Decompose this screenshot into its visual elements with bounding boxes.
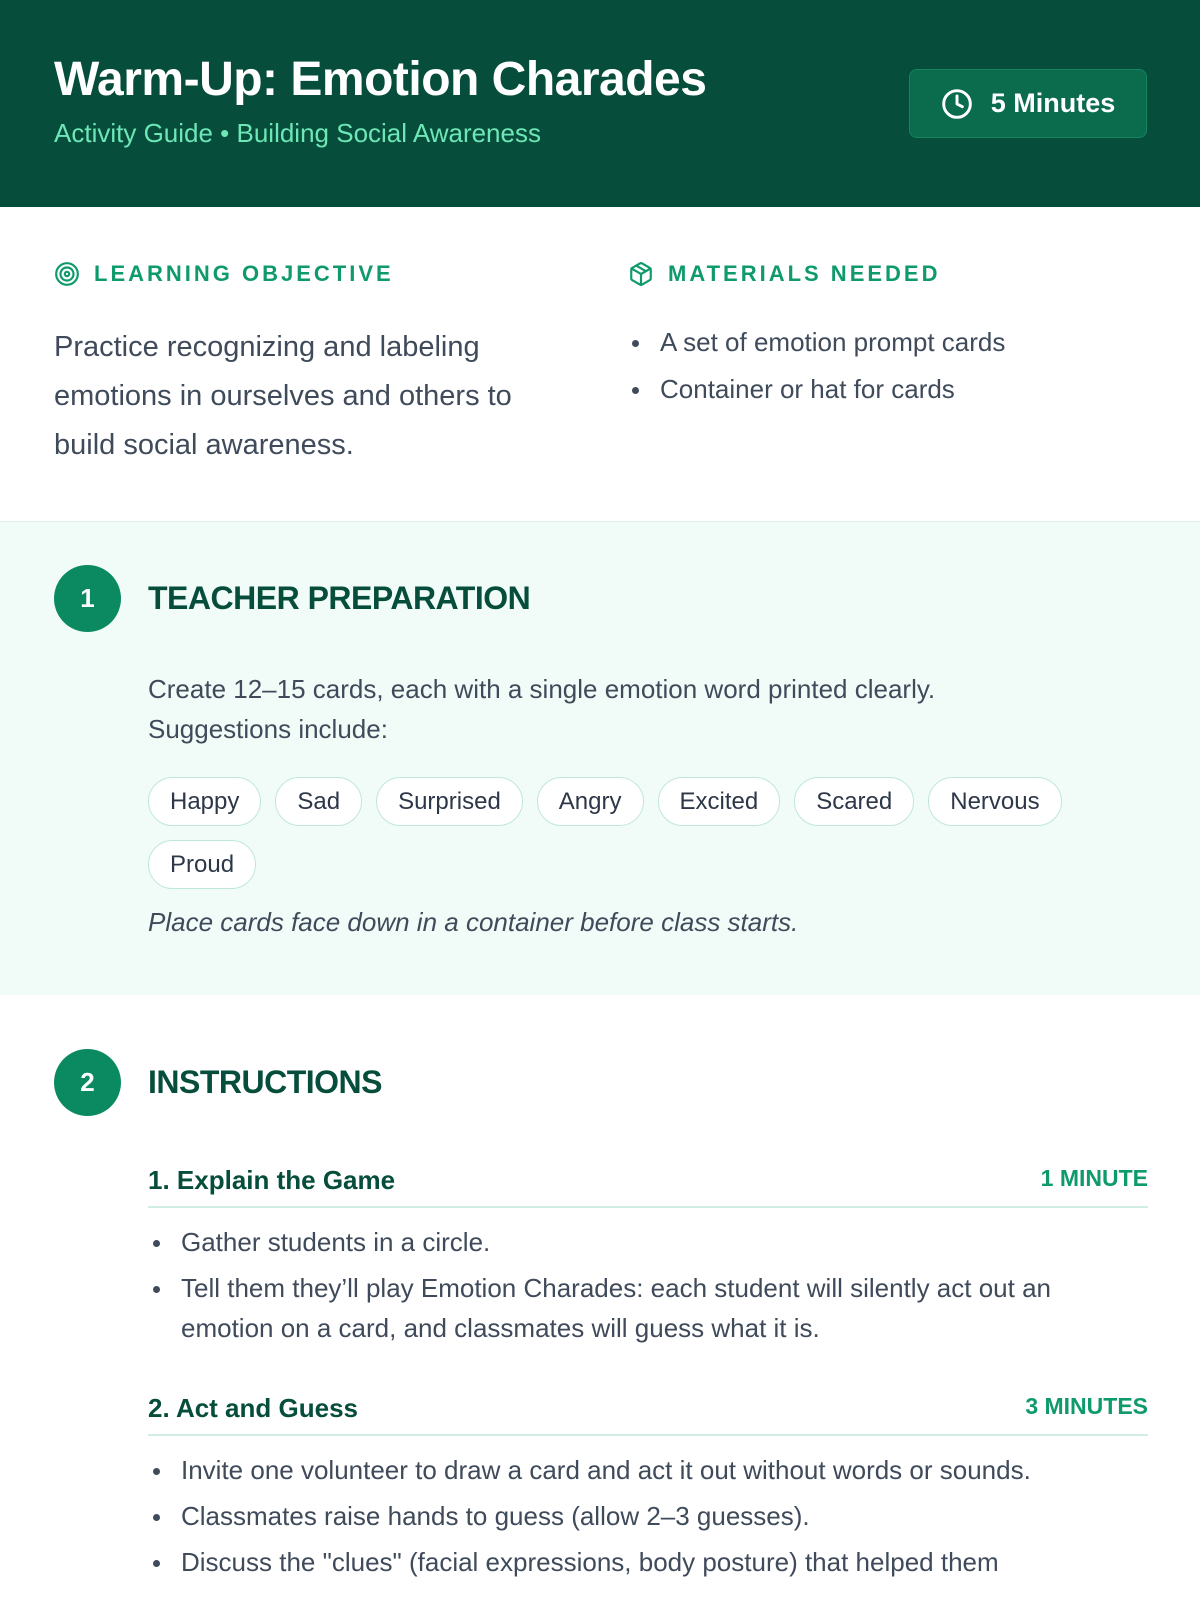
duration-label: 5 Minutes	[990, 88, 1116, 118]
emotion-tag: Angry	[537, 777, 644, 826]
preparation-note: Place cards face down in a container before class starts.	[148, 907, 799, 937]
page-header	[0, 0, 1200, 207]
target-icon	[54, 261, 80, 287]
preparation-text: Create 12–15 cards, each with a single emotion word printed clearly. Suggestions include:	[148, 674, 936, 744]
clock-icon	[941, 88, 973, 120]
page-subtitle: Activity Guide • Building Social Awareness	[54, 118, 541, 148]
list-item: Invite one volunteer to draw a card and act it out without words or sounds.	[148, 1450, 1148, 1490]
instruction-step-header	[148, 1393, 1148, 1436]
list-item: Container or hat for cards	[628, 366, 1148, 413]
list-item: A set of emotion prompt cards	[628, 319, 1148, 366]
step-bullets	[148, 1450, 1148, 1582]
materials-list	[628, 319, 1148, 413]
teacher-preparation-section	[0, 521, 1200, 995]
materials-needed	[628, 259, 1148, 413]
overview-section	[0, 207, 1200, 521]
step-title: 2. Act and Guess	[148, 1393, 358, 1423]
step-time: 1 MINUTE	[1040, 1165, 1148, 1191]
instructions-section	[0, 995, 1200, 1600]
emotion-tag: Proud	[148, 840, 256, 889]
instruction-step	[148, 1165, 1148, 1354]
materials-heading-label: MATERIALS NEEDED	[668, 261, 941, 286]
list-item: Classmates raise hands to guess (allow 2–3 guesses).	[148, 1496, 1148, 1536]
emotion-tag: Happy	[148, 777, 261, 826]
objective-heading	[54, 259, 574, 289]
instruction-step-header	[148, 1165, 1148, 1208]
emotion-tag: Surprised	[376, 777, 523, 826]
step-number-badge: 2	[54, 1049, 121, 1116]
emotion-tag: Nervous	[928, 777, 1061, 826]
learning-objective	[54, 259, 574, 470]
section-title: TEACHER PREPARATION	[148, 580, 531, 616]
list-item: Tell them they’ll play Emotion Charades: each student will silently act out an emotion on a card, and classmates will guess what it is.	[148, 1268, 1148, 1348]
duration-badge	[909, 69, 1147, 138]
section-title: INSTRUCTIONS	[148, 1064, 382, 1100]
emotion-tag: Scared	[794, 777, 914, 826]
objective-heading-label: LEARNING OBJECTIVE	[94, 261, 394, 286]
emotion-tags	[148, 777, 1088, 889]
instruction-step	[148, 1393, 1148, 1588]
list-item: Gather students in a circle.	[148, 1222, 1148, 1262]
step-number-badge: 1	[54, 565, 121, 632]
materials-heading	[628, 259, 1148, 289]
page-title: Warm-Up: Emotion Charades	[54, 53, 707, 106]
box-icon	[628, 261, 654, 287]
step-title: 1. Explain the Game	[148, 1165, 396, 1195]
objective-text: Practice recognizing and labeling emotions in ourselves and others to build social awareness.	[54, 331, 512, 461]
emotion-tag: Sad	[275, 777, 362, 826]
step-bullets	[148, 1222, 1148, 1348]
step-time: 3 MINUTES	[1025, 1393, 1148, 1419]
list-item: Discuss the "clues" (facial expressions, body posture) that helped them	[148, 1542, 1148, 1582]
emotion-tag: Excited	[658, 777, 781, 826]
